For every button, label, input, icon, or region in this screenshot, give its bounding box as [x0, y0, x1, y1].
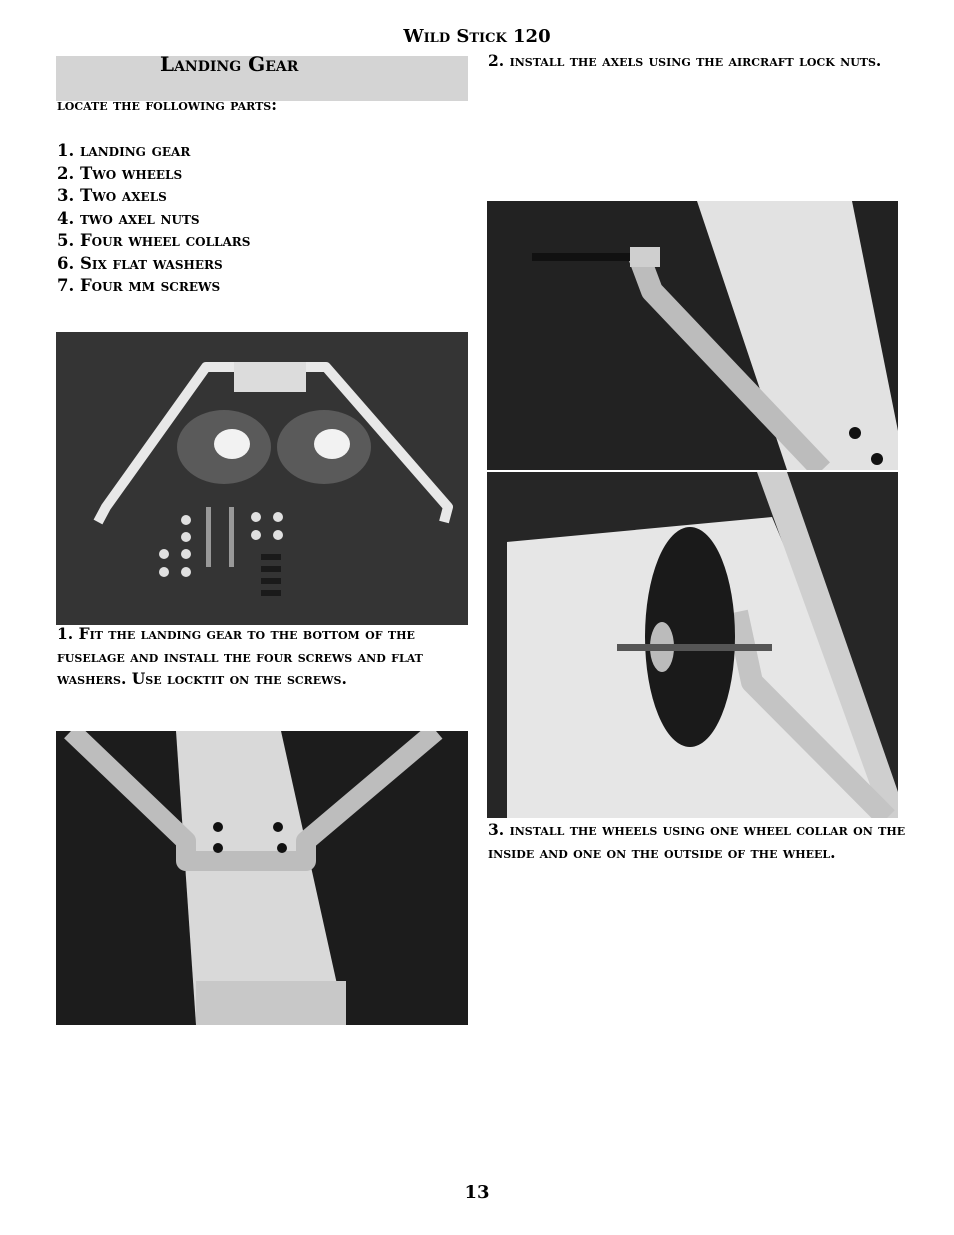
step1-text: 1. Fit the landing gear to the bottom of the fuselage and install the four screws and flat washers. Use locktit on the screws. [57, 624, 423, 688]
intro-text: locate the following parts: [57, 95, 277, 114]
list-item: 3. Two axels [57, 186, 167, 205]
list-item: 5. Four wheel collars [57, 231, 251, 250]
wheel-install-photo [487, 472, 898, 818]
list-item: 7. Four mm screws [57, 276, 221, 295]
list-item: 6. Six flat washers [57, 253, 223, 273]
parts-photo [56, 332, 468, 625]
list-item: 1. landing gear [57, 141, 191, 160]
step2-text: 2. install the axels using the aircraft lock nuts. [488, 51, 882, 70]
parts-list [57, 140, 250, 298]
list-item: 2. Two wheels [57, 163, 183, 183]
section-title: Landing Gear [160, 52, 299, 76]
page-number: 13 [464, 1182, 490, 1203]
gear-mounted-photo [56, 731, 468, 1025]
step3-text: 3. install the wheels using one wheel collar on the inside and one on the outside of the wheel. [488, 820, 906, 862]
axel-install-photo [487, 201, 898, 470]
list-item: 4. two axel nuts [57, 208, 200, 228]
page-header: Wild Stick 120 [403, 26, 551, 47]
